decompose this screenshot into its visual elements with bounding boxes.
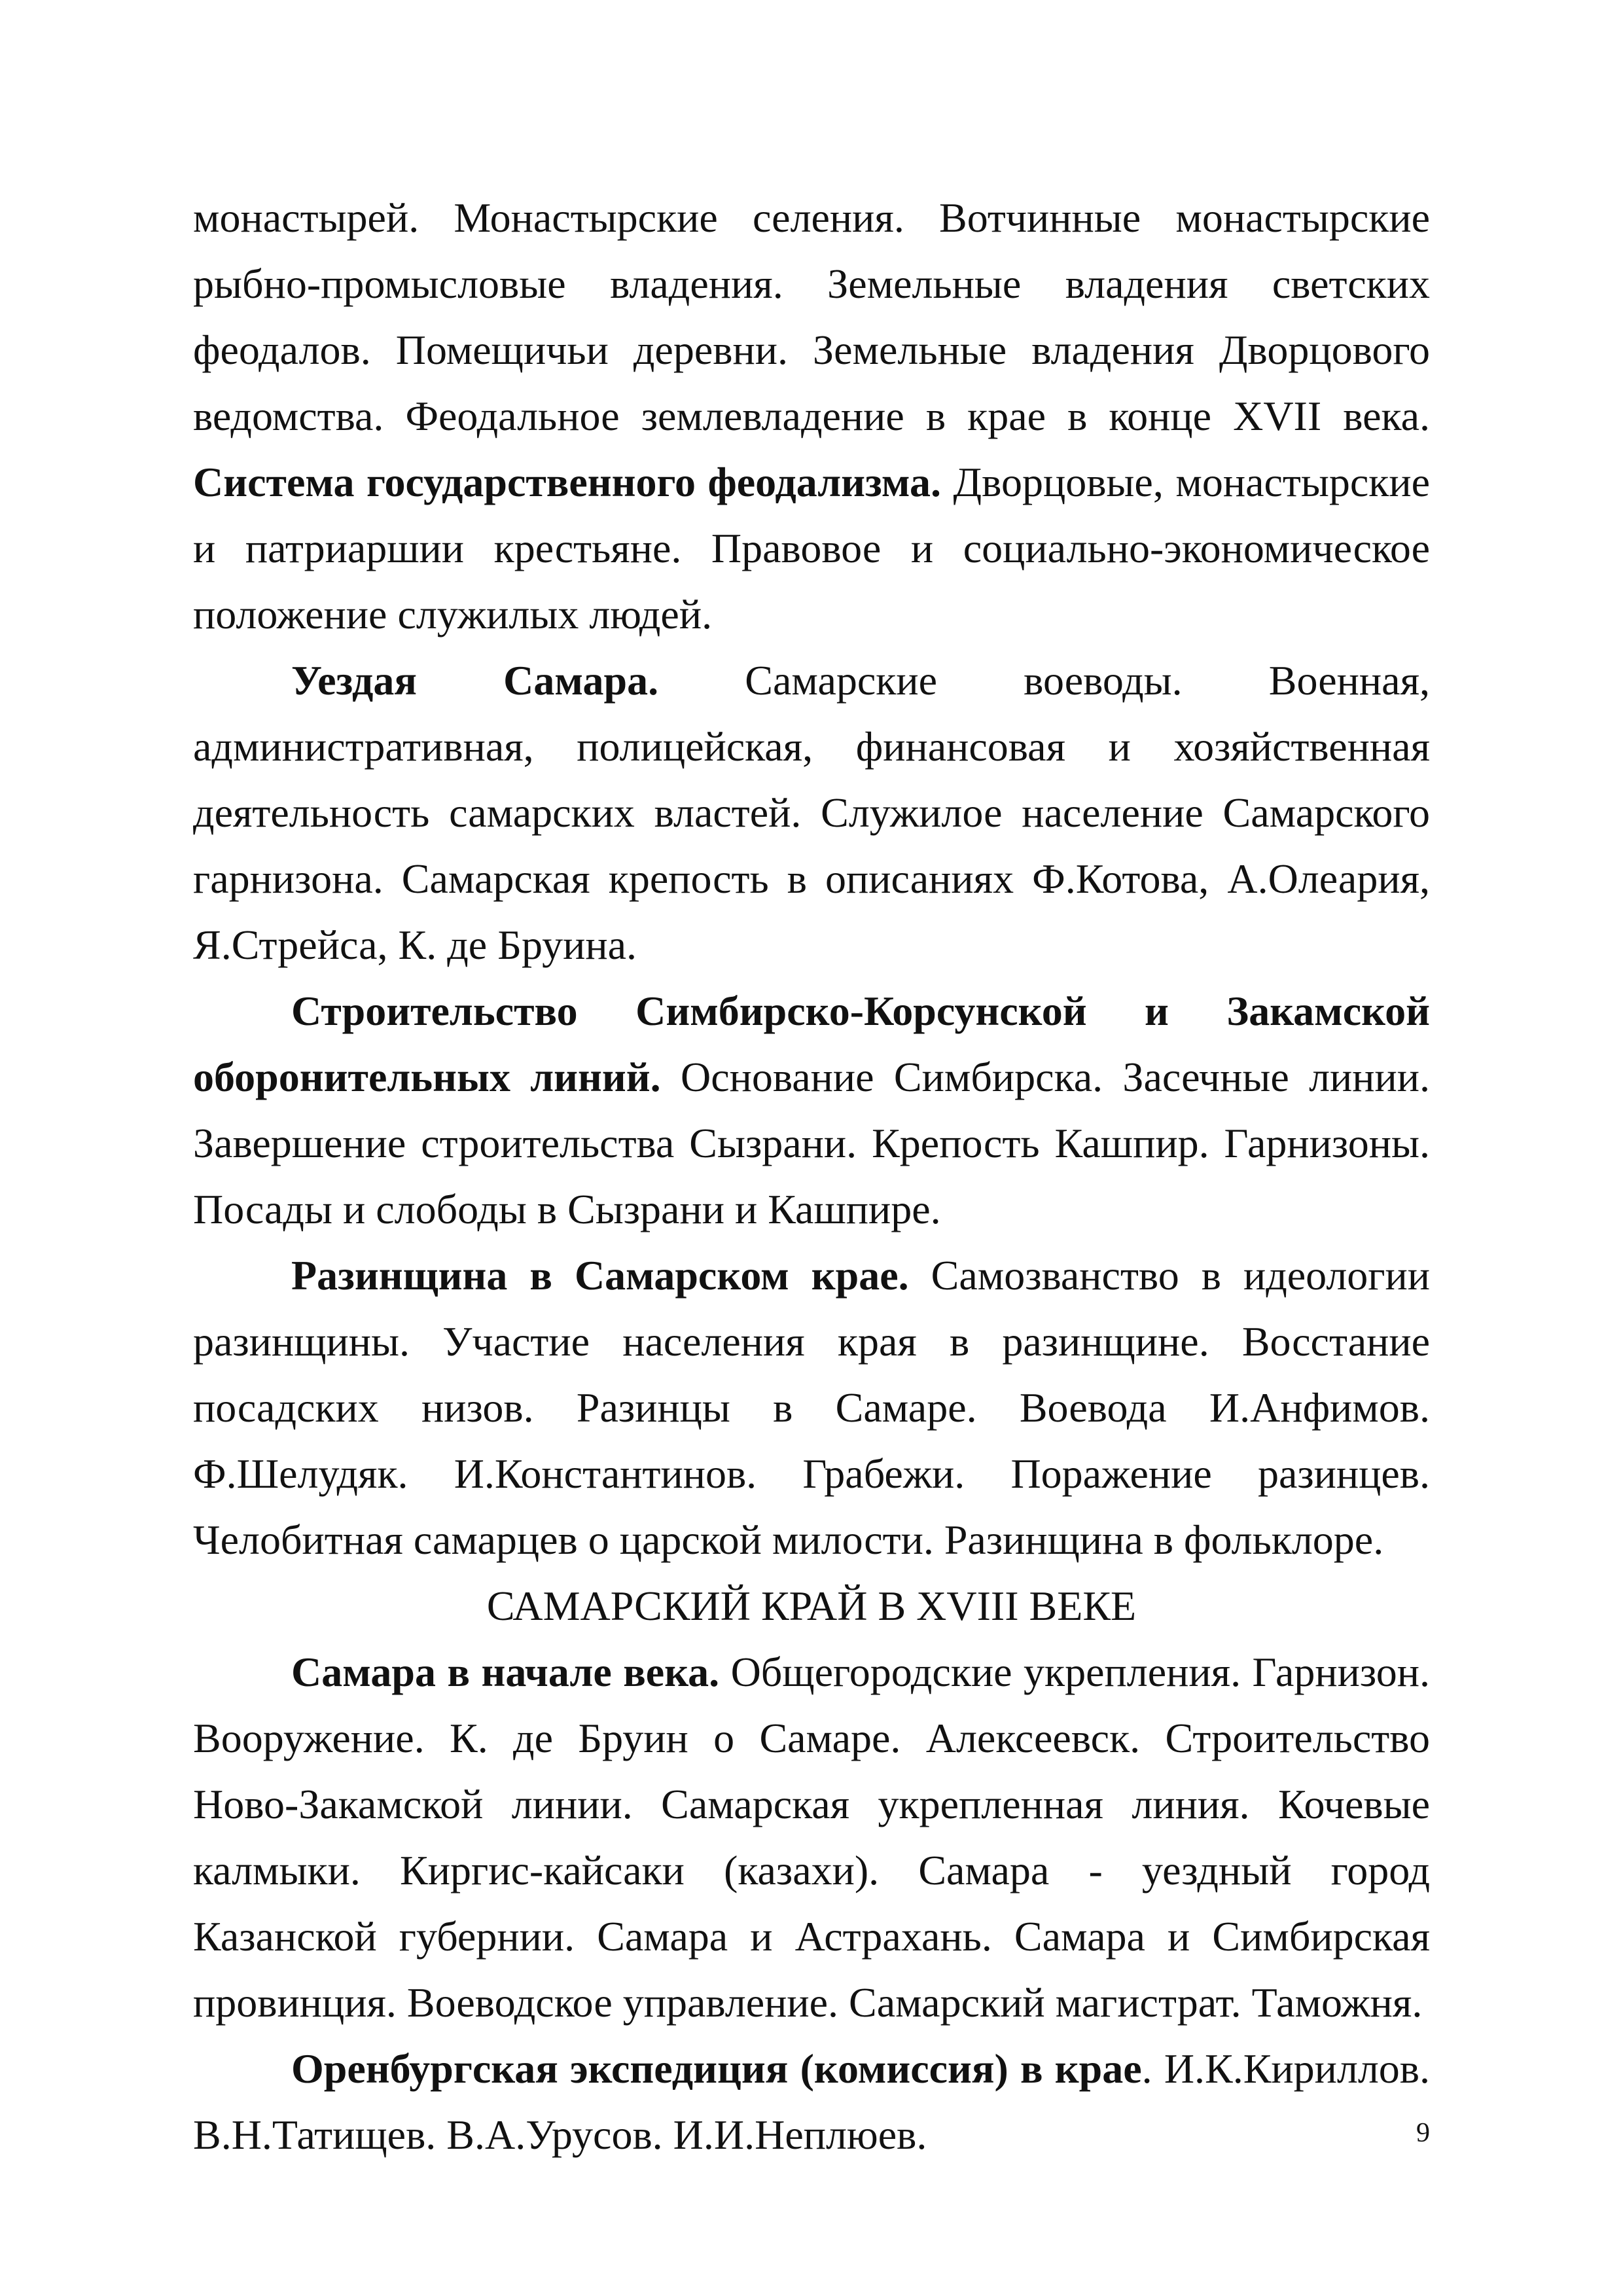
paragraph-uezd-samara [193, 647, 1430, 978]
paragraph-bold-lead: Самара в начале века. [291, 1649, 720, 1695]
paragraph-feudal-landholding [193, 185, 1430, 647]
section-heading: САМАРСКИЙ КРАЙ В XVIII ВЕКЕ [486, 1583, 1137, 1629]
paragraph-bold-lead: Строительство Симбирско-Корсунской и Закамской оборонительных линий. [193, 988, 1430, 1100]
paragraph-samara-early-century [193, 1639, 1430, 2036]
paragraph-text: . И.К.Кириллов. В.Н.Татищев. В.А.Урусов. И.И.Неплюев. [193, 2045, 1430, 2158]
paragraph-text: монастырей. Монастырские селения. Вотчинные монастырские рыбно-промысловые владения. Земельные владения светских феодалов. Помещичьи деревни. Земельные владения Дворцового ведомства. Феодальное землевладение в крае в конце XVII века. [193, 194, 1430, 439]
paragraph-bold-lead: Оренбургская экспедиция (комиссия) в крае [291, 2045, 1142, 2092]
page-number: 9 [1416, 2118, 1430, 2148]
paragraph-defensive-lines [193, 978, 1430, 1242]
body-text [193, 185, 1430, 2168]
paragraph-bold-lead: Разинщина в Самарском крае. [291, 1252, 909, 1299]
paragraph-text: Самарские воеводы. Военная, административная, полицейская, финансовая и хозяйственная деятельность самарских властей. Служилое население Самарского гарнизона. Самарская крепость в описаниях Ф.Котова, А.Олеария, Я.Стрейса, К. де Бруина. [193, 657, 1431, 968]
paragraph-razin-uprising [193, 1242, 1430, 1573]
paragraph-orenburg-expedition [193, 2036, 1430, 2168]
paragraph-text: Дворцовые, монастырские и патриаршии крестьяне. Правовое и социально-экономическое положение служилых людей. [193, 459, 1430, 637]
paragraph-bold-lead: Уездая Самара. [291, 657, 659, 704]
paragraph-text: Самозванство в идеологии разинщины. Участие населения края в разинщине. Восстание посадских низов. Разинцы в Самаре. Воевода И.Анфимов. Ф.Шелудяк. И.Константинов. Грабежи. Поражение разинцев. Челобитная самарцев о царской милости. Разинщина в фольклоре. [193, 1252, 1430, 1563]
paragraph-text: Общегородские укрепления. Гарнизон. Вооружение. К. де Бруин о Самаре. Алексеевск. Строительство Ново-Закамской линии. Самарская укрепленная линия. Кочевые калмыки. Киргис-кайсаки (казахи). Самара - уездный город Казанской губернии. Самара и Астрахань. Самара и Симбирская провинция. Воеводское управление. Самарский магистрат. Таможня. [193, 1649, 1430, 2026]
paragraph-bold-lead: Система государственного феодализма. [193, 459, 942, 505]
paragraph-text: Основание Симбирска. Засечные линии. Завершение строительства Сызрани. Крепость Кашпир. Гарнизоны. Посады и слободы в Сызрани и Кашпире. [193, 1054, 1431, 1232]
